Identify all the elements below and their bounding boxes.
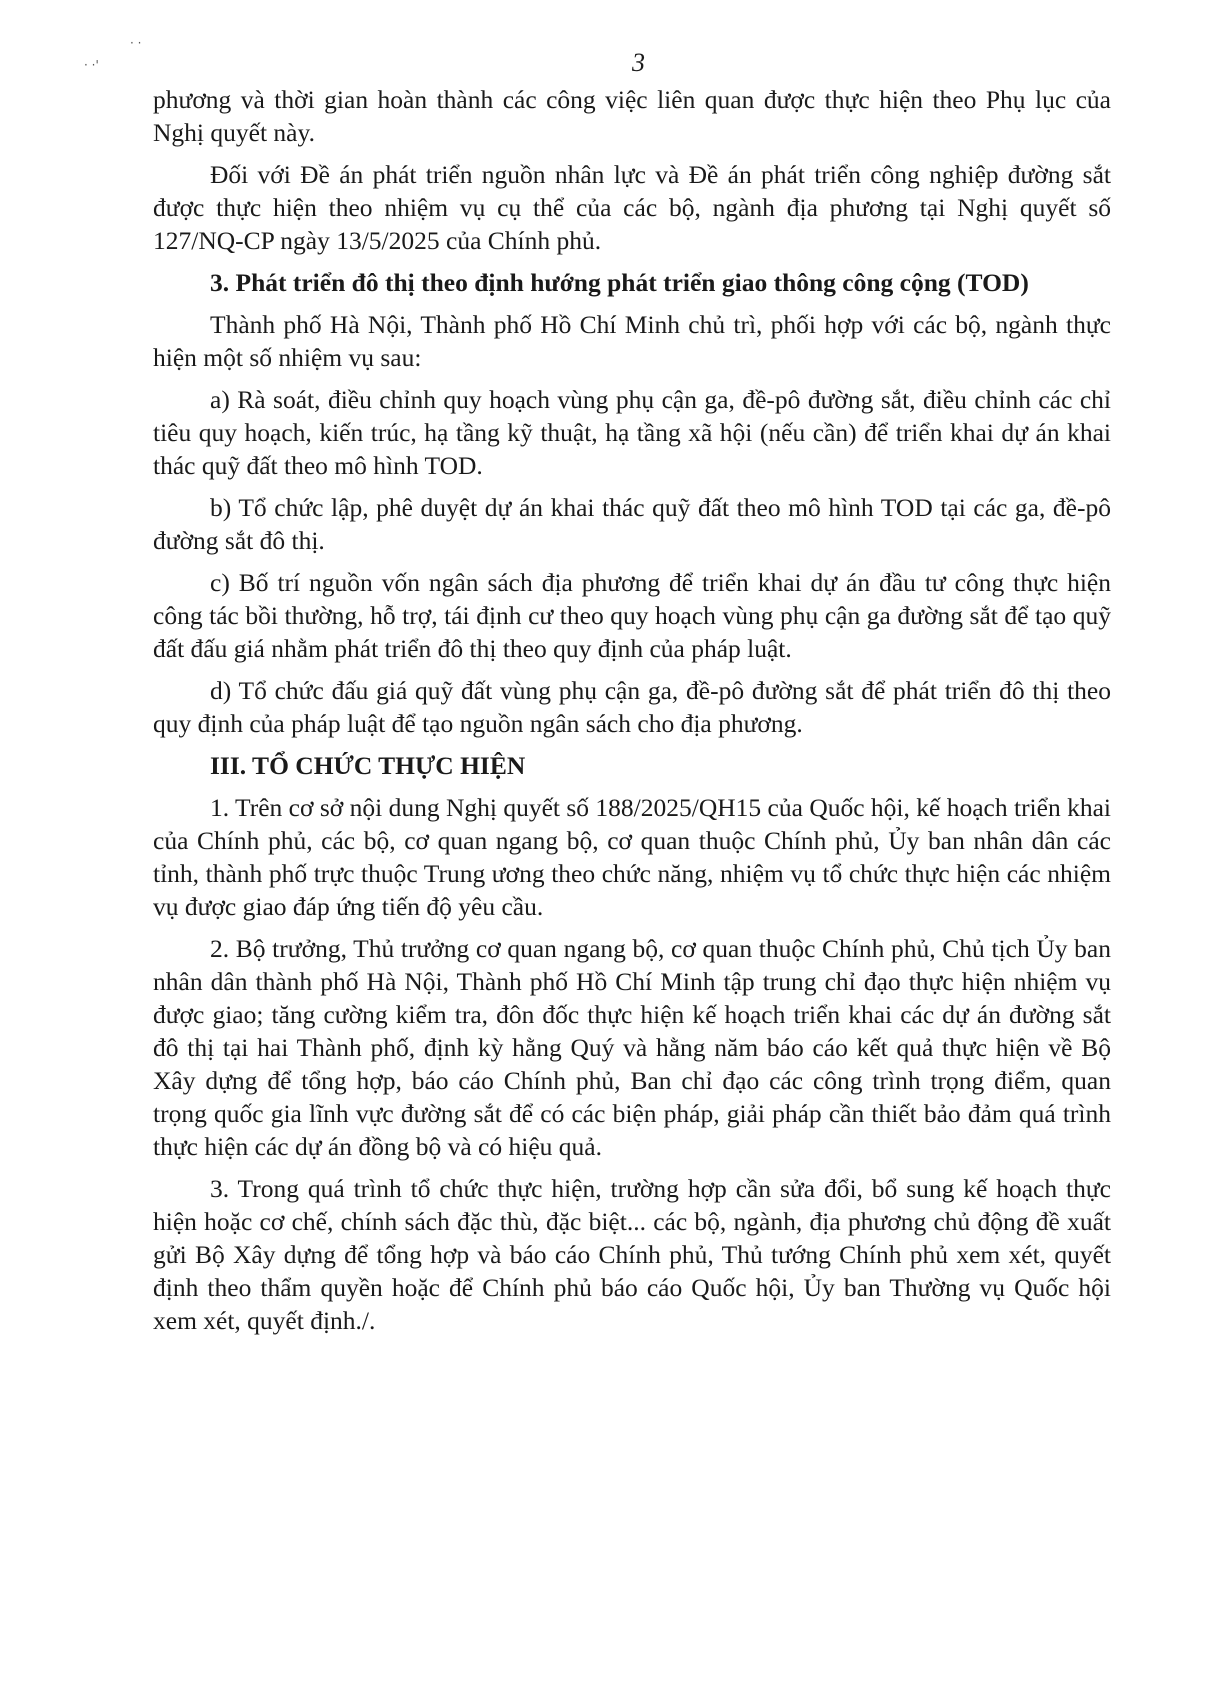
page-number: 3 [632, 48, 645, 77]
numbered-paragraph: 1. Trên cơ sở nội dung Nghị quyết số 188/2025/QH15 của Quốc hội, kế hoạch triển khai của Chính phủ, các bộ, cơ quan ngang bộ, cơ quan thuộc Chính phủ, Ủy ban nhân dân các tỉnh, thành phố trực thuộc Trung ương theo chức năng, nhiệm vụ tổ chức thực hiện các nhiệm vụ được giao đáp ứng tiến độ yêu cầu. [153, 793, 1111, 921]
list-item: c) Bố trí nguồn vốn ngân sách địa phương để triển khai dự án đầu tư công thực hiện công tác bồi thường, hỗ trợ, tái định cư theo quy hoạch vùng phụ cận ga đường sắt để tạo quỹ đất đấu giá nhằm phát triển đô thị theo quy định của pháp luật. [153, 568, 1111, 663]
section-heading: III. TỔ CHỨC THỰC HIỆN [210, 751, 526, 780]
list-item: a) Rà soát, điều chỉnh quy hoạch vùng phụ cận ga, đề-pô đường sắt, điều chỉnh các chỉ tiêu quy hoạch, kiến trúc, hạ tầng kỹ thuật, hạ tầng xã hội (nếu cần) để triển khai dự án khai thác quỹ đất theo mô hình TOD. [153, 385, 1111, 480]
document-body [153, 83, 1111, 1346]
paragraph: Thành phố Hà Nội, Thành phố Hồ Chí Minh chủ trì, phối hợp với các bộ, ngành thực hiện một số nhiệm vụ sau: [153, 310, 1111, 372]
numbered-paragraph: 2. Bộ trưởng, Thủ trưởng cơ quan ngang bộ, cơ quan thuộc Chính phủ, Chủ tịch Ủy ban nhân dân thành phố Hà Nội, Thành phố Hồ Chí Minh tập trung chỉ đạo thực hiện nhiệm vụ được giao; tăng cường kiểm tra, đôn đốc thực hiện kế hoạch triển khai các dự án đường sắt đô thị tại hai Thành phố, định kỳ hằng Quý và hằng năm báo cáo kết quả thực hiện về Bộ Xây dựng để tổng hợp, báo cáo Chính phủ, Ban chỉ đạo các công trình trọng điểm, quan trọng quốc gia lĩnh vực đường sắt để có các biện pháp, giải pháp cần thiết bảo đảm quá trình thực hiện các dự án đồng bộ và có hiệu quả. [153, 934, 1111, 1161]
paragraph-continuation: phương và thời gian hoàn thành các công việc liên quan được thực hiện theo Phụ lục của Nghị quyết này. [153, 85, 1111, 147]
scan-speck: · · [130, 36, 142, 50]
scan-speck: · ·' [84, 58, 99, 72]
subsection-heading: 3. Phát triển đô thị theo định hướng phát triển giao thông công cộng (TOD) [210, 268, 1029, 297]
paragraph: Đối với Đề án phát triển nguồn nhân lực và Đề án phát triển công nghiệp đường sắt được thực hiện theo nhiệm vụ cụ thể của các bộ, ngành địa phương tại Nghị quyết số 127/NQ-CP ngày 13/5/2025 của Chính phủ. [153, 160, 1111, 255]
list-item: b) Tổ chức lập, phê duyệt dự án khai thác quỹ đất theo mô hình TOD tại các ga, đề-pô đường sắt đô thị. [153, 493, 1111, 555]
numbered-paragraph: 3. Trong quá trình tổ chức thực hiện, trường hợp cần sửa đổi, bổ sung kế hoạch thực hiện hoặc cơ chế, chính sách đặc thù, đặc biệt... các bộ, ngành, địa phương chủ động đề xuất gửi Bộ Xây dựng để tổng hợp và báo cáo Chính phủ, Thủ tướng Chính phủ xem xét, quyết định theo thẩm quyền hoặc để Chính phủ báo cáo Quốc hội, Ủy ban Thường vụ Quốc hội xem xét, quyết định./. [153, 1174, 1111, 1335]
list-item: d) Tổ chức đấu giá quỹ đất vùng phụ cận ga, đề-pô đường sắt để phát triển đô thị theo quy định của pháp luật để tạo nguồn ngân sách cho địa phương. [153, 676, 1111, 738]
